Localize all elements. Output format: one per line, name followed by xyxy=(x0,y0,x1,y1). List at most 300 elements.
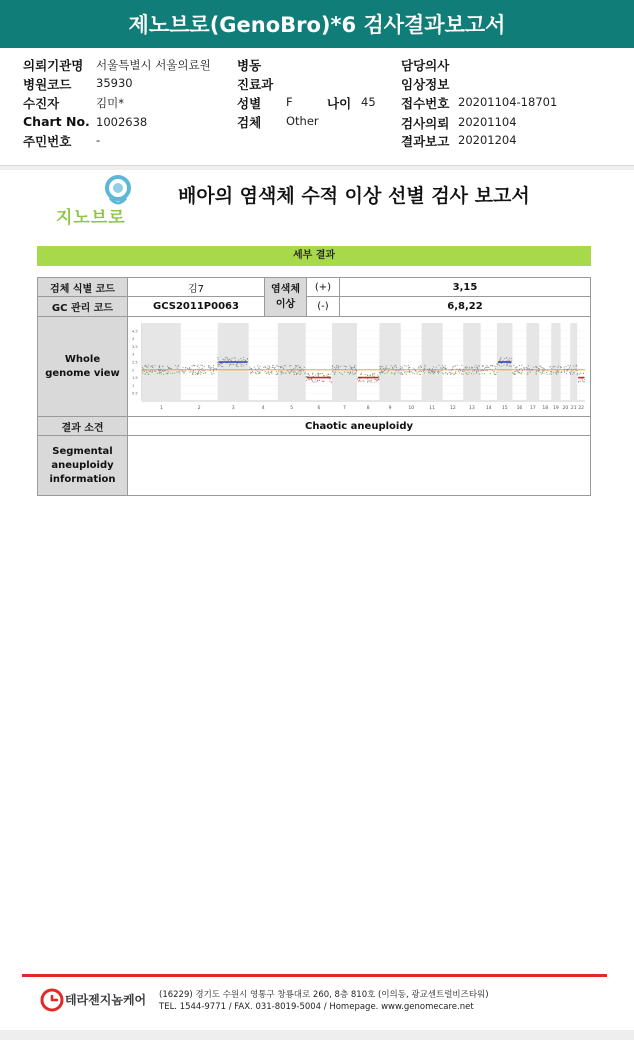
data-point xyxy=(318,374,319,375)
sex-value: F xyxy=(286,95,293,109)
data-point xyxy=(498,363,499,364)
y-tick-label: 4 xyxy=(132,337,135,342)
data-point xyxy=(200,365,201,366)
data-point xyxy=(255,372,256,373)
data-point xyxy=(454,366,455,367)
data-point xyxy=(494,366,495,367)
recipient-value: 김미* xyxy=(96,96,124,110)
data-point xyxy=(482,370,483,371)
data-point xyxy=(152,372,153,373)
data-point xyxy=(509,358,510,359)
data-point xyxy=(398,372,399,373)
data-point xyxy=(404,371,405,372)
data-point xyxy=(418,366,419,367)
data-point xyxy=(402,367,403,368)
data-point xyxy=(432,368,433,369)
data-point xyxy=(571,371,572,372)
data-point xyxy=(217,357,218,358)
patient-info-panel xyxy=(0,48,634,166)
data-point xyxy=(315,374,316,375)
data-point xyxy=(145,373,146,374)
data-point xyxy=(546,372,547,373)
data-point xyxy=(424,366,425,367)
data-point xyxy=(225,359,226,360)
data-point xyxy=(185,370,186,371)
table-row xyxy=(38,417,591,436)
data-point xyxy=(584,379,585,380)
x-tick-label: 7 xyxy=(343,406,346,411)
x-tick-label: 13 xyxy=(469,406,475,411)
data-point xyxy=(560,367,561,368)
data-point xyxy=(143,368,144,369)
minus-label: (-) xyxy=(307,297,340,317)
data-point xyxy=(345,366,346,367)
data-point xyxy=(267,373,268,374)
data-point xyxy=(539,368,540,369)
data-point xyxy=(176,371,177,372)
data-point xyxy=(177,368,178,369)
data-point xyxy=(163,374,164,375)
data-point xyxy=(374,373,375,374)
chromosome-band xyxy=(526,323,539,401)
data-point xyxy=(142,372,143,373)
data-point xyxy=(477,368,478,369)
data-point xyxy=(146,367,147,368)
data-point xyxy=(256,373,257,374)
data-point xyxy=(211,372,212,373)
data-point xyxy=(576,370,577,371)
data-point xyxy=(310,379,311,380)
data-point xyxy=(265,367,266,368)
data-point xyxy=(452,369,453,370)
data-point xyxy=(216,368,217,369)
data-point xyxy=(479,365,480,366)
data-point xyxy=(233,364,234,365)
data-point xyxy=(290,365,291,366)
data-point xyxy=(544,370,545,371)
data-point xyxy=(258,373,259,374)
data-point xyxy=(349,365,350,366)
data-point xyxy=(521,365,522,366)
data-point xyxy=(336,367,337,368)
y-tick-label: 3 xyxy=(132,352,135,357)
data-point xyxy=(147,367,148,368)
plus-label: (+) xyxy=(307,278,340,297)
data-point xyxy=(519,369,520,370)
data-point xyxy=(558,365,559,366)
data-point xyxy=(478,369,479,370)
data-point xyxy=(218,366,219,367)
sex-label: 성별 xyxy=(237,96,262,111)
data-point xyxy=(262,370,263,371)
data-point xyxy=(183,373,184,374)
data-point xyxy=(189,369,190,370)
data-point xyxy=(334,367,335,368)
data-point xyxy=(414,373,415,374)
data-point xyxy=(269,366,270,367)
data-point xyxy=(514,374,515,375)
data-point xyxy=(485,370,486,371)
data-point xyxy=(462,371,463,372)
data-point xyxy=(395,365,396,366)
data-point xyxy=(283,368,284,369)
data-point xyxy=(169,368,170,369)
data-point xyxy=(192,374,193,375)
data-point xyxy=(230,360,231,361)
data-point xyxy=(522,370,523,371)
data-point xyxy=(501,366,502,367)
data-point xyxy=(152,369,153,370)
data-point xyxy=(301,369,302,370)
data-point xyxy=(371,382,372,383)
data-point xyxy=(199,370,200,371)
data-point xyxy=(501,363,502,364)
data-point xyxy=(436,367,437,368)
report-title: 배아의 염색체 수적 이상 선별 검사 보고서 xyxy=(178,185,530,207)
data-point xyxy=(349,374,350,375)
data-point xyxy=(200,373,201,374)
data-point xyxy=(550,366,551,367)
data-point xyxy=(583,381,584,382)
data-point xyxy=(393,369,394,370)
data-point xyxy=(419,367,420,368)
data-point xyxy=(289,365,290,366)
data-point xyxy=(144,366,145,367)
data-point xyxy=(333,372,334,373)
data-point xyxy=(455,372,456,373)
data-point xyxy=(222,359,223,360)
data-point xyxy=(236,364,237,365)
genome-view-cell xyxy=(128,317,591,417)
data-point xyxy=(359,380,360,381)
data-point xyxy=(317,373,318,374)
data-point xyxy=(383,371,384,372)
data-point xyxy=(437,371,438,372)
data-point xyxy=(569,367,570,368)
data-point xyxy=(281,374,282,375)
data-point xyxy=(558,372,559,373)
data-point xyxy=(193,365,194,366)
data-point xyxy=(564,366,565,367)
data-point xyxy=(288,371,289,372)
data-point xyxy=(226,357,227,358)
data-point xyxy=(258,369,259,370)
receipt-no-label: 접수번호 xyxy=(401,96,450,111)
genome-view-label: Whole genome view xyxy=(38,317,128,417)
data-point xyxy=(274,367,275,368)
data-point xyxy=(339,372,340,373)
data-point xyxy=(353,374,354,375)
data-point xyxy=(463,369,464,370)
data-point xyxy=(195,369,196,370)
segmental-aneuploidy-value xyxy=(128,436,591,496)
data-point xyxy=(243,359,244,360)
data-point xyxy=(285,372,286,373)
data-point xyxy=(203,370,204,371)
data-point xyxy=(277,373,278,374)
report-date-label: 결과보고 xyxy=(401,134,450,149)
data-point xyxy=(299,374,300,375)
data-point xyxy=(476,367,477,368)
age-value: 45 xyxy=(361,95,376,109)
data-point xyxy=(566,369,567,370)
data-point xyxy=(499,359,500,360)
data-point xyxy=(467,370,468,371)
data-point xyxy=(157,373,158,374)
data-point xyxy=(495,374,496,375)
data-point xyxy=(577,374,578,375)
chromosome-band xyxy=(463,323,480,401)
data-point xyxy=(357,379,358,380)
data-point xyxy=(511,358,512,359)
section-title-bar: 세부 결과 xyxy=(37,246,591,266)
data-point xyxy=(369,380,370,381)
chromosome-band xyxy=(278,323,306,401)
data-point xyxy=(142,371,143,372)
data-point xyxy=(330,374,331,375)
data-point xyxy=(195,372,196,373)
data-point xyxy=(297,373,298,374)
hospital-code-label: 병원코드 xyxy=(23,77,72,92)
data-point xyxy=(397,370,398,371)
y-tick-label: 2.5 xyxy=(132,360,138,365)
data-point xyxy=(445,365,446,366)
data-point xyxy=(566,366,567,367)
data-point xyxy=(352,372,353,373)
data-point xyxy=(472,371,473,372)
data-point xyxy=(202,368,203,369)
data-point xyxy=(408,369,409,370)
data-point xyxy=(584,377,585,378)
data-point xyxy=(222,366,223,367)
data-point xyxy=(170,373,171,374)
data-point xyxy=(155,371,156,372)
data-point xyxy=(492,370,493,371)
data-point xyxy=(287,370,288,371)
data-point xyxy=(379,372,380,373)
data-point xyxy=(380,368,381,369)
data-point xyxy=(526,369,527,370)
data-point xyxy=(293,368,294,369)
table-row xyxy=(38,297,591,317)
data-point xyxy=(161,372,162,373)
data-point xyxy=(406,365,407,366)
data-point xyxy=(363,381,364,382)
data-point xyxy=(354,365,355,366)
data-point xyxy=(374,379,375,380)
data-point xyxy=(209,367,210,368)
data-point xyxy=(163,371,164,372)
data-point xyxy=(563,369,564,370)
data-point xyxy=(461,365,462,366)
data-point xyxy=(318,376,319,377)
segmental-aneuploidy-label: Segmental aneuploidy information xyxy=(38,436,128,496)
data-point xyxy=(506,363,507,364)
data-point xyxy=(471,373,472,374)
data-point xyxy=(362,380,363,381)
data-point xyxy=(149,371,150,372)
data-point xyxy=(344,371,345,372)
data-point xyxy=(406,371,407,372)
data-point xyxy=(372,375,373,376)
data-point xyxy=(504,358,505,359)
data-point xyxy=(567,369,568,370)
data-point xyxy=(550,372,551,373)
data-point xyxy=(309,379,310,380)
data-point xyxy=(333,370,334,371)
x-tick-label: 1 xyxy=(159,406,163,411)
data-point xyxy=(380,366,381,367)
data-point xyxy=(529,369,530,370)
data-point xyxy=(382,372,383,373)
data-point xyxy=(382,366,383,367)
data-point xyxy=(427,369,428,370)
data-point xyxy=(331,382,332,383)
data-point xyxy=(281,371,282,372)
data-point xyxy=(334,373,335,374)
data-point xyxy=(269,367,270,368)
data-point xyxy=(351,368,352,369)
data-point xyxy=(490,373,491,374)
data-point xyxy=(582,380,583,381)
data-point xyxy=(443,373,444,374)
data-point xyxy=(189,367,190,368)
data-point xyxy=(445,372,446,373)
data-point xyxy=(424,370,425,371)
data-point xyxy=(229,365,230,366)
data-point xyxy=(573,372,574,373)
data-point xyxy=(293,369,294,370)
data-point xyxy=(155,365,156,366)
x-tick-label: 20 xyxy=(562,406,569,411)
data-point xyxy=(351,367,352,368)
data-point xyxy=(486,365,487,366)
data-point xyxy=(321,380,322,381)
data-point xyxy=(208,367,209,368)
data-point xyxy=(577,373,578,374)
data-point xyxy=(551,368,552,369)
data-point xyxy=(517,371,518,372)
data-point xyxy=(376,381,377,382)
data-point xyxy=(370,381,371,382)
data-point xyxy=(354,370,355,371)
data-point xyxy=(219,364,220,365)
data-point xyxy=(392,368,393,369)
data-point xyxy=(483,370,484,371)
data-point xyxy=(553,366,554,367)
data-point xyxy=(555,366,556,367)
data-point xyxy=(280,367,281,368)
data-point xyxy=(378,379,379,380)
data-point xyxy=(204,370,205,371)
data-point xyxy=(197,372,198,373)
data-point xyxy=(508,359,509,360)
data-point xyxy=(429,372,430,373)
data-point xyxy=(322,373,323,374)
data-point xyxy=(241,364,242,365)
data-point xyxy=(375,379,376,380)
data-point xyxy=(177,366,178,367)
data-point xyxy=(150,366,151,367)
data-point xyxy=(417,372,418,373)
data-point xyxy=(259,373,260,374)
data-point xyxy=(542,367,543,368)
data-point xyxy=(557,369,558,370)
data-point xyxy=(295,365,296,366)
result-table xyxy=(37,277,591,496)
data-point xyxy=(355,368,356,369)
data-point xyxy=(236,365,237,366)
data-point xyxy=(290,369,291,370)
data-point xyxy=(301,371,302,372)
data-point xyxy=(277,365,278,366)
x-tick-label: 5 xyxy=(290,406,294,411)
data-point xyxy=(299,367,300,368)
data-point xyxy=(400,369,401,370)
data-point xyxy=(467,367,468,368)
data-point xyxy=(471,368,472,369)
data-point xyxy=(581,378,582,379)
department-label: 진료과 xyxy=(237,77,274,92)
chromosome-band xyxy=(142,323,181,401)
data-point xyxy=(202,365,203,366)
data-point xyxy=(264,371,265,372)
data-point xyxy=(282,367,283,368)
data-point xyxy=(435,369,436,370)
data-point xyxy=(394,373,395,374)
data-point xyxy=(335,368,336,369)
data-point xyxy=(189,368,190,369)
specimen-label: 검체 xyxy=(237,115,262,130)
data-point xyxy=(569,368,570,369)
data-point xyxy=(506,358,507,359)
data-point xyxy=(391,372,392,373)
data-point xyxy=(197,365,198,366)
data-point xyxy=(410,371,411,372)
data-point xyxy=(431,371,432,372)
data-point xyxy=(281,366,282,367)
data-point xyxy=(345,369,346,370)
data-point xyxy=(419,371,420,372)
data-point xyxy=(557,371,558,372)
data-point xyxy=(208,365,209,366)
data-point xyxy=(484,368,485,369)
data-point xyxy=(519,365,520,366)
data-point xyxy=(478,370,479,371)
data-point xyxy=(247,359,248,360)
data-point xyxy=(213,369,214,370)
data-point xyxy=(159,373,160,374)
data-point xyxy=(231,358,232,359)
data-point xyxy=(435,371,436,372)
specimen-value: Other xyxy=(286,114,319,128)
data-point xyxy=(146,370,147,371)
data-point xyxy=(313,381,314,382)
chromosome-abnormality-label xyxy=(265,278,307,317)
institution-value: 서울특별시 서울의료원 xyxy=(96,58,211,72)
data-point xyxy=(424,372,425,373)
data-point xyxy=(454,374,455,375)
data-point xyxy=(583,373,584,374)
data-point xyxy=(200,369,201,370)
data-point xyxy=(576,366,577,367)
data-point xyxy=(191,365,192,366)
data-point xyxy=(276,371,277,372)
data-point xyxy=(272,367,273,368)
data-point xyxy=(167,366,168,367)
hospital-code-value: 35930 xyxy=(96,76,133,90)
footer-divider xyxy=(22,974,607,977)
